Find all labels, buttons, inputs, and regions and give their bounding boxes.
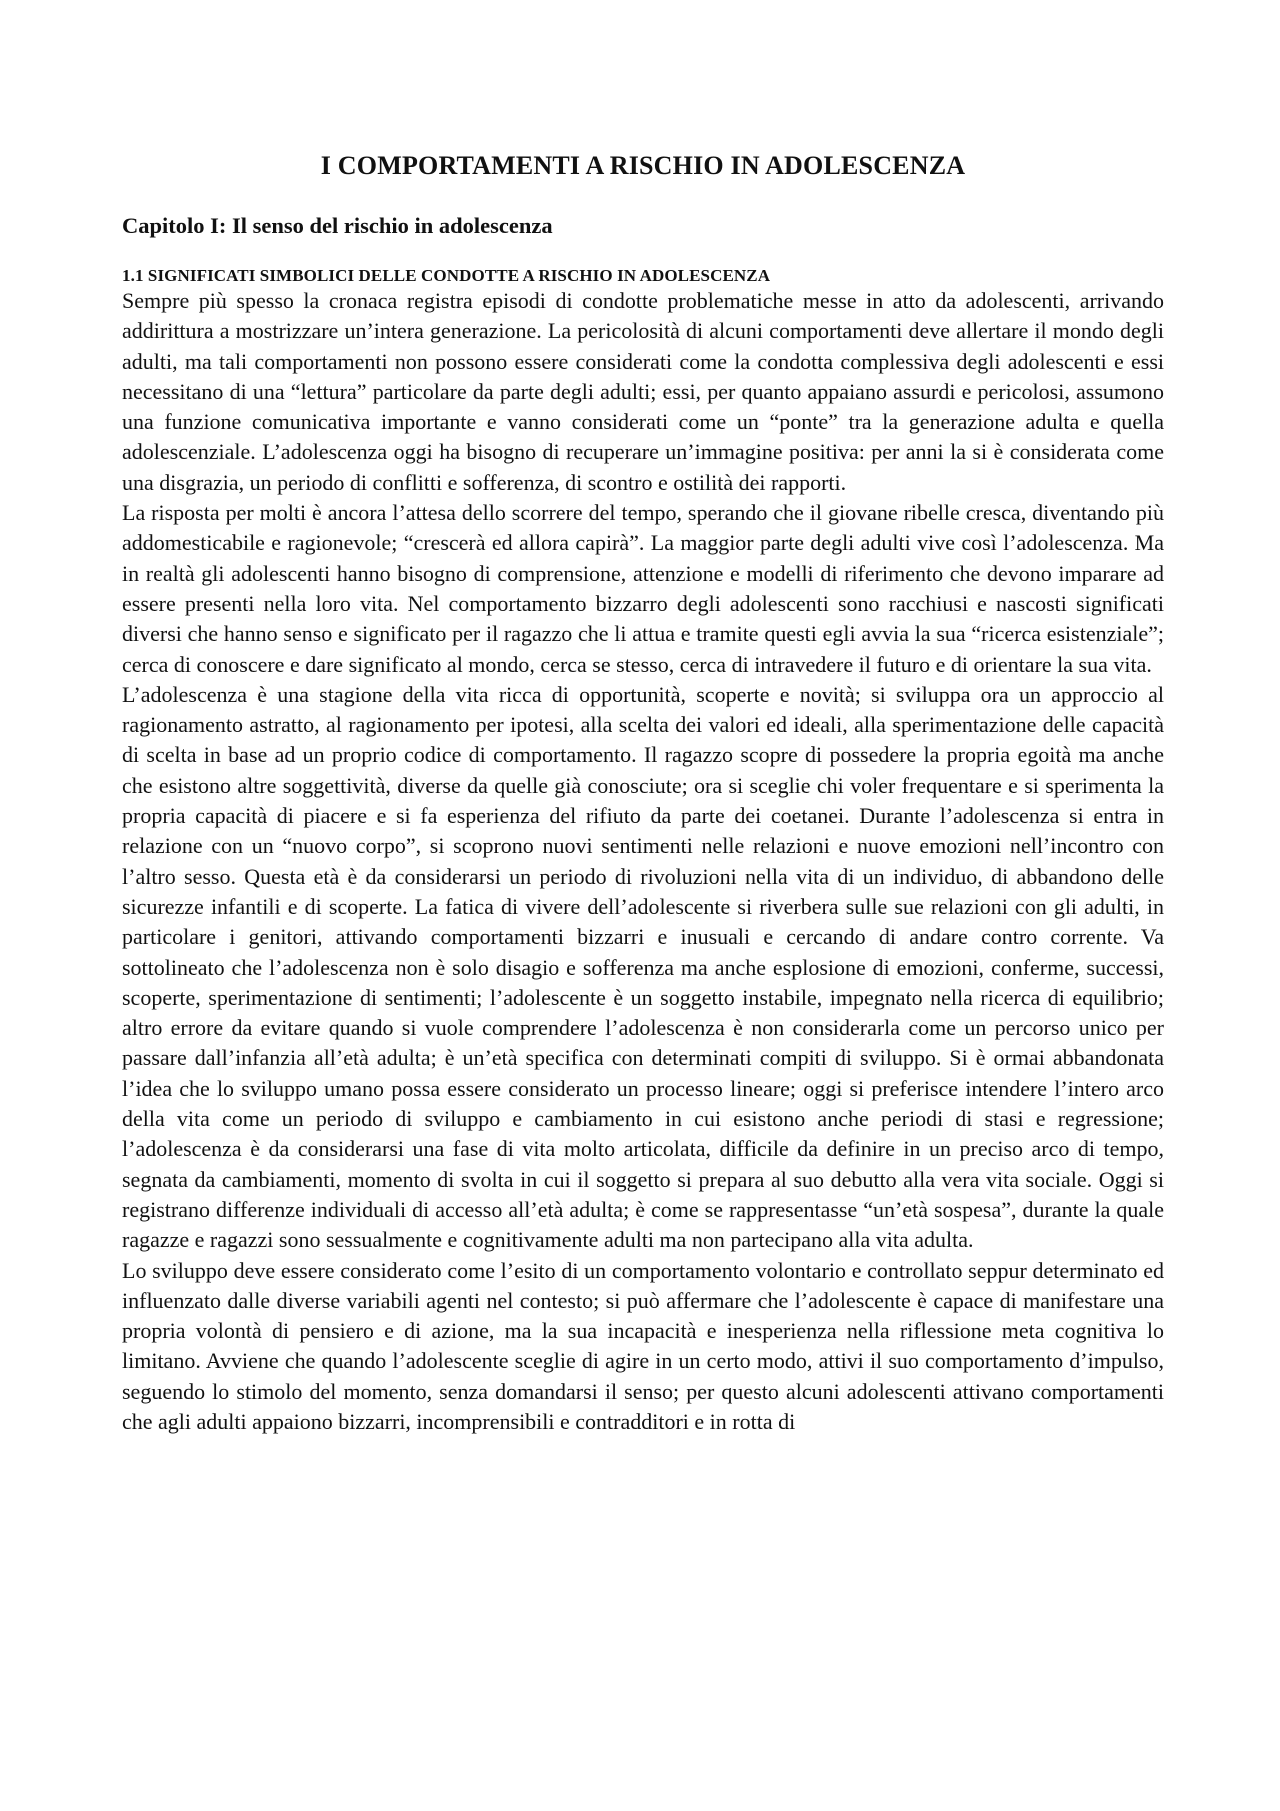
document-title: I COMPORTAMENTI A RISCHIO IN ADOLESCENZA xyxy=(320,151,966,180)
paragraph-4: Lo sviluppo deve essere considerato come l’esito di un comportamento volontario e controllato seppur determinato ed influenzato dalle diverse variabili agenti nel contesto; si può affermare che l’adolescente è capace di manifestare una propria volontà di pensiero e di azione, ma la sua incapacità e inesperienza nella riflessione meta cognitiva lo limitano. Avviene che quando l’adolescente sceglie di agire in un certo modo, attivi il suo comportamento d’impulso, seguendo lo stimolo del momento, senza domandarsi il senso; per questo alcuni adolescenti attivano comportamenti che agli adulti appaiono bizzarri, incomprensibili e contradditori e in rotta di xyxy=(122,1257,1164,1434)
document-page xyxy=(122,150,1164,1437)
paragraph-2: La risposta per molti è ancora l’attesa dello scorrere del tempo, sperando che il giovane ribelle cresca, diventando più addomesticabile e ragionevole; “crescerà ed allora capirà”. La maggior parte degli adulti vive così l’adolescenza. Ma in realtà gli adolescenti hanno bisogno di comprensione, attenzione e modelli di riferimento che devono imparare ad essere presenti nella loro vita. Nel comportamento bizzarro degli adolescenti sono racchiusi e nascosti significati diversi che hanno senso e significato per il ragazzo che li attua e tramite questi egli avvia la sua “ricerca esistenziale”; cerca di conoscere e dare significato al mondo, cerca se stesso, cerca di intravedere il futuro e di orientare la sua vita. xyxy=(122,500,1164,677)
chapter-title: Capitolo I: Il senso del rischio in adolescenza xyxy=(122,213,553,238)
paragraph-1: Sempre più spesso la cronaca registra episodi di condotte problematiche messe in atto da adolescenti, arrivando addirittura a mostrizzare un’intera generazione. La pericolosità di alcuni comportamenti deve allertare il mondo degli adulti, ma tali comportamenti non possono essere considerati come la condotta complessiva degli adolescenti e essi necessitano di una “lettura” particolare da parte degli adulti; essi, per quanto appaiano assurdi e pericolosi, assumono una funzione comunicativa importante e vanno considerati come un “ponte” tra la generazione adulta e quella adolescenziale. L’adolescenza oggi ha bisogno di recuperare un’immagine positiva: per anni la si è considerata come una disgrazia, un periodo di conflitti e sofferenza, di scontro e ostilità dei rapporti. xyxy=(122,288,1164,495)
section-title: 1.1 SIGNIFICATI SIMBOLICI DELLE CONDOTTE A RISCHIO IN ADOLESCENZA xyxy=(122,266,771,285)
paragraph-3: L’adolescenza è una stagione della vita ricca di opportunità, scoperte e novità; si sviluppa ora un approccio al ragionamento astratto, al ragionamento per ipotesi, alla scelta dei valori ed ideali, alla sperimentazione delle capacità di scelta in base ad un proprio codice di comportamento. Il ragazzo scopre di possedere la propria egoità ma anche che esistono altre soggettività, diverse da quelle già conosciute; ora si sceglie chi voler frequentare e si sperimenta la propria capacità di piacere e si fa esperienza del rifiuto da parte dei coetanei. Durante l’adolescenza si entra in relazione con un “nuovo corpo”, si scoprono nuovi sentimenti nelle relazioni e nuove emozioni nell’incontro con l’altro sesso. Questa età è da considerarsi un periodo di rivoluzioni nella vita di un individuo, di abbandono delle sicurezze infantili e di scoperte. La fatica di vivere dell’adolescente si riverbera sulle sue relazioni con gli adulti, in particolare i genitori, attivando comportamenti bizzarri e inusuali e cercando di andare contro corrente. Va sottolineato che l’adolescenza non è solo disagio e sofferenza ma anche esplosione di emozioni, conferme, successi, scoperte, sperimentazione di sentimenti; l’adolescente è un soggetto instabile, impegnato nella ricerca di equilibrio; altro errore da evitare quando si vuole comprendere l’adolescenza è non considerarla come un percorso unico per passare dall’infanzia all’età adulta; è un’età specifica con determinati compiti di sviluppo. Si è ormai abbandonata l’idea che lo sviluppo umano possa essere considerato un processo lineare; oggi si preferisce intendere l’intero arco della vita come un periodo di sviluppo e cambiamento in cui esistono anche periodi di stasi e regressione; l’adolescenza è da considerarsi una fase di vita molto articolata, difficile da definire in un preciso arco di tempo, segnata da cambiamenti, momento di svolta in cui il soggetto si prepara al suo debutto alla vera vita sociale. Oggi si registrano differenze individuali di accesso all’età adulta; è come se rappresentasse “un’età sospesa”, durante la quale ragazze e ragazzi sono sessualmente e cognitivamente adulti ma non partecipano alla vita adulta. xyxy=(122,681,1164,1253)
